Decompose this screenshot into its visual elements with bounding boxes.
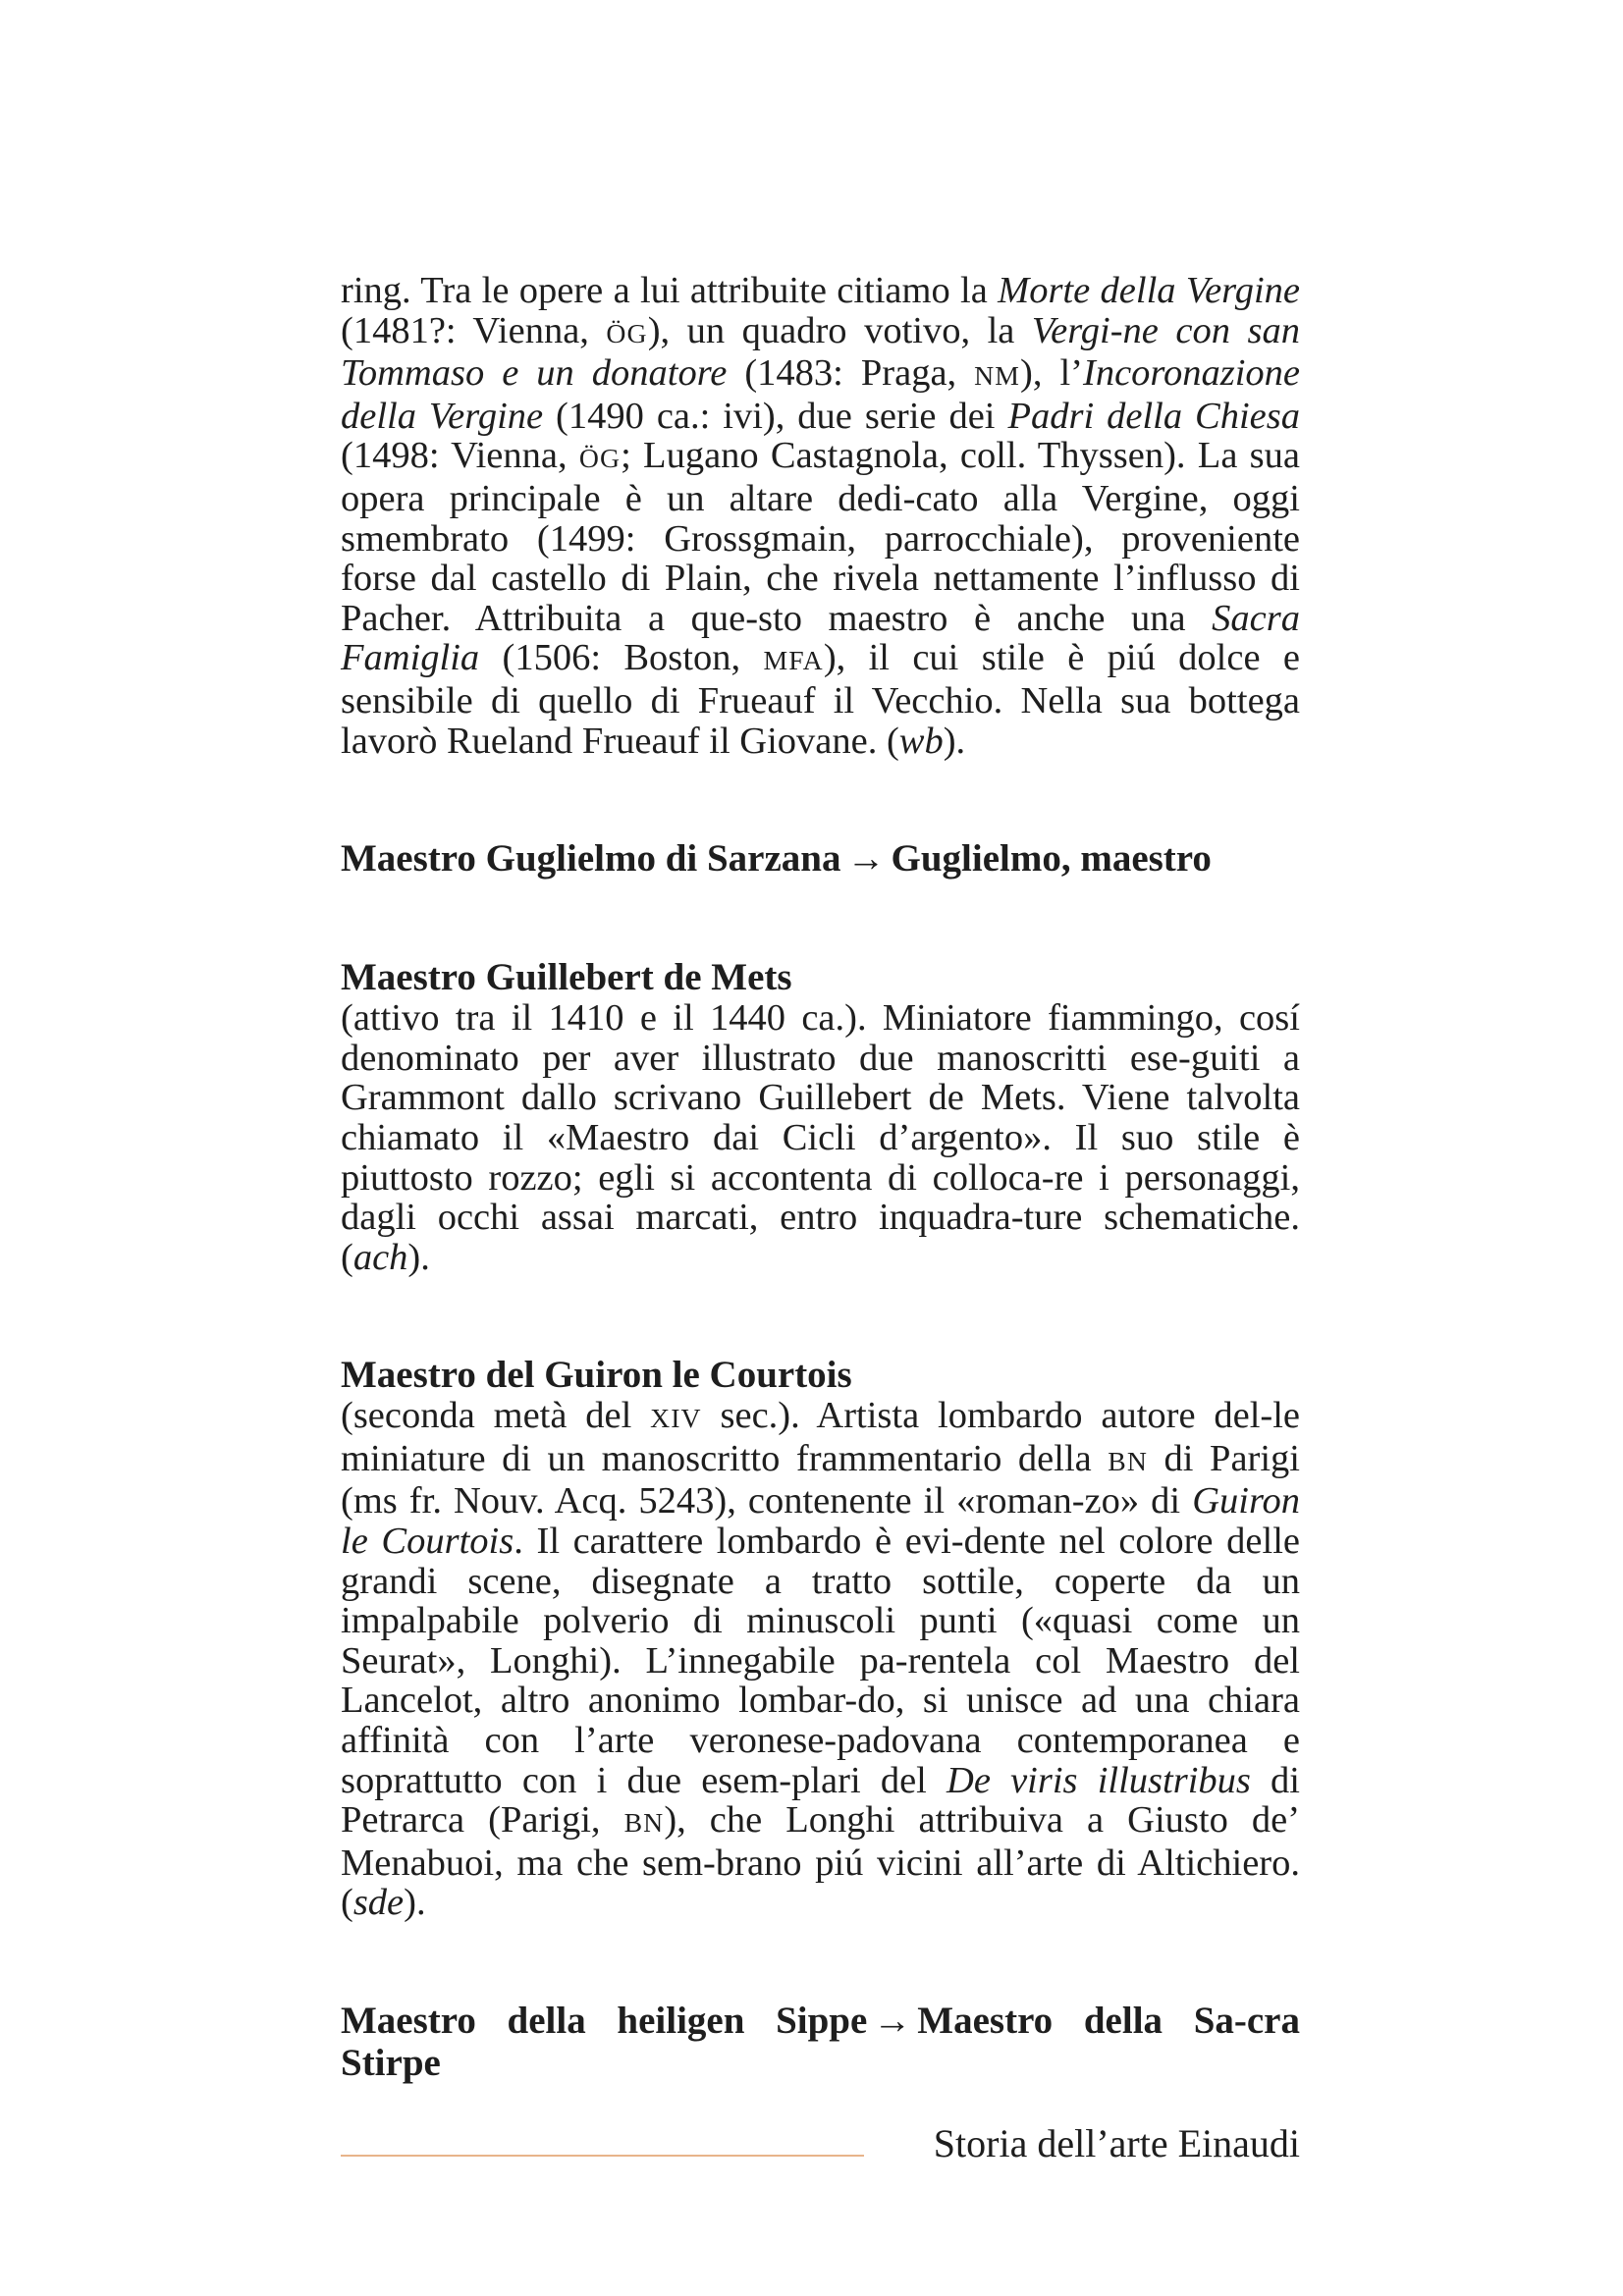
intro-paragraph [341,271,1300,761]
library-abbr: BN [623,1807,665,1839]
artwork-title: Sacra Famiglia [341,597,1300,679]
text-run: ). [943,720,966,762]
text-run: (attivo tra il 1410 e il 1440 ca.). Miniatore fiammingo, cosí denominato per aver illustrato due manoscritti ese-guiti a Grammont dallo scrivano Guillebert de Mets. Viene talvolta chiamato il «Maestro dai Cicli d’argento». Il suo stile è piuttosto rozzo; egli si accontenta di colloca-re i personaggi, dagli occhi assai marcati, entro inquadra-ture schematiche. ( [341,997,1300,1278]
author-initials: sde [352,1882,405,1924]
entry-guillebert [341,956,1300,1277]
text-run: ). [407,1236,430,1278]
text-run: ), il cui stile è piú dolce e sensibile di quello di Frueauf il Vecchio. Nella sua bottega lavorò Rueland Frueauf il Giovane. ( [341,637,1300,762]
cross-reference-target[interactable]: Guglielmo, maestro [891,837,1212,881]
text-run: ), un quadro votivo, la [647,309,1032,351]
entry-heading [341,2000,1300,2084]
library-abbr: BN [1108,1445,1149,1476]
cross-reference-arrow-icon: → [846,837,886,881]
entry-title: Maestro della heiligen Sippe [341,2000,868,2042]
text-run: di Petrarca (Parigi, [341,1759,1300,1842]
entry-title: Maestro Guglielmo di Sarzana [341,837,841,881]
author-initials: ach [352,1236,408,1278]
text-run: (seconda metà del [341,1395,651,1437]
cross-reference-target[interactable]: Maestro della Sa-cra Stirpe [341,2000,1300,2084]
author-initials: wb [898,720,944,762]
entry-guglielmo [341,837,1300,880]
entry-guiron [341,1354,1300,1923]
text-run: sec.). Artista lombardo autore del-le miniature di un manoscritto frammentario della [341,1395,1300,1479]
page-footer [341,2122,1300,2171]
text-run: di Parigi (ms fr. Nouv. Acq. 5243), contenente il «roman-zo» di [341,1437,1300,1522]
entry-body [341,998,1300,1277]
text-run: ), che Longhi attribuiva a Giusto de’ Menabuoi, ma che sem-brano piú vicini all’arte di Altichiero. ( [341,1799,1301,1924]
text-run: (1483: Praga, [727,352,975,395]
text-run: ). [404,1882,426,1924]
artwork-title: Guiron le Courtois [341,1480,1300,1563]
text-run: ), l’ [1020,352,1084,395]
century-numeral: XIV [650,1403,702,1434]
text-run: (1506: Boston, [479,637,764,679]
entry-heading [341,837,1300,880]
footer-publication-title: Storia dell’arte Einaudi [933,2121,1300,2165]
entry-heading: Maestro Guillebert de Mets [341,956,792,999]
museum-abbr: ÖG [578,443,622,474]
entry-body [341,1396,1300,1923]
museum-abbr: NM [974,360,1021,392]
page-content [341,271,1300,2084]
artwork-title: Vergi-ne con san Tommaso e un donatore [341,309,1300,395]
museum-abbr: MFA [763,645,824,676]
footer-rule [341,2155,864,2157]
text-run: (1498: Vienna, [341,435,579,477]
text-run: (1481?: Vienna, [341,309,607,351]
entry-heading: Maestro del Guiron le Courtois [341,1354,852,1397]
artwork-title: Morte della Vergine [998,270,1301,311]
text-run: . Il carattere lombardo è evi-dente nel colore delle grandi scene, disegnate a tratto sottile, coperte da un impalpabile polverio di minuscoli punti («quasi come un Seurat», Longhi). L’innegabile pa-rentela col Maestro del Lancelot, altro anonimo lombar-do, si unisce ad una chiara affinità con l’arte veronese-padovana contemporanea e soprattutto con i due esem-plari del [341,1521,1300,1801]
entry-sippe [341,2000,1300,2084]
text-run: ; Lugano Castagnola, coll. Thyssen). La sua opera principale è un altare dedi-cato alla Vergine, oggi smembrato (1499: Grossgmain, parrocchiale), proveniente forse dal castello di Plain, che rivela nettamente l’influsso di Pacher. Attribuita a que-sto maestro è anche una [341,435,1300,639]
text-run: ring. Tra le opere a lui attribuite citiamo la [341,270,999,311]
artwork-title: Incoronazione della Vergine [341,352,1300,437]
museum-abbr: ÖG [606,317,648,348]
artwork-title: Padri della Chiesa [1007,395,1300,437]
cross-reference-arrow-icon: → [873,2000,912,2042]
text-run: (1490 ca.: ivi), due serie dei [543,395,1008,437]
artwork-title: De viris illustribus [947,1759,1251,1801]
